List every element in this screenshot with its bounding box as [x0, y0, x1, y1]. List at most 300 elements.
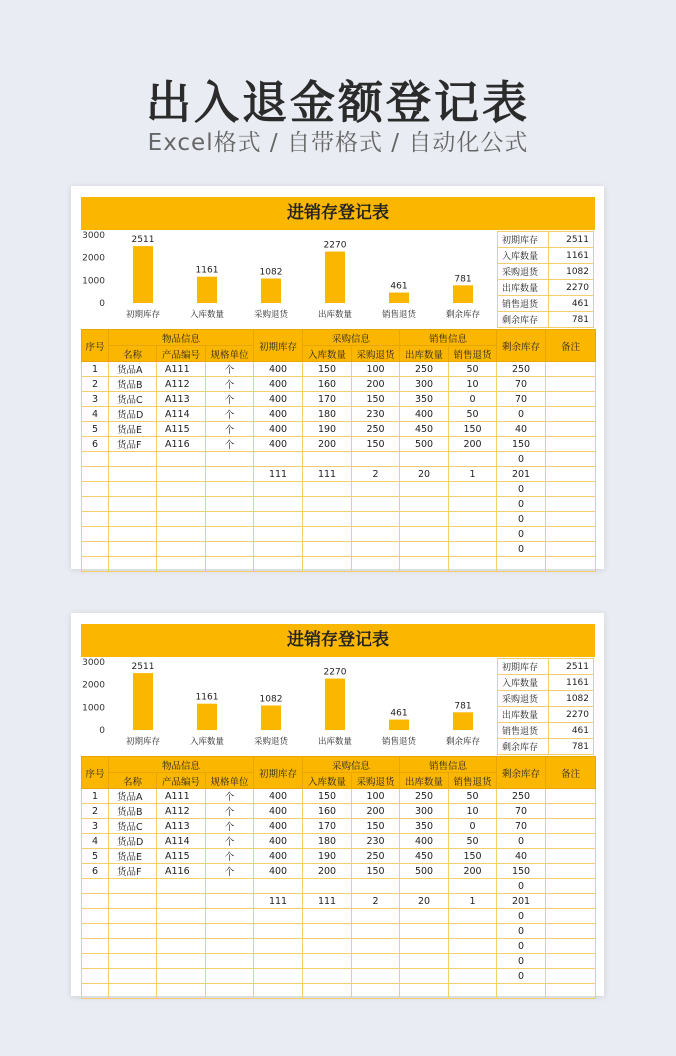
table-cell[interactable] — [157, 482, 206, 497]
table-cell[interactable] — [352, 984, 400, 999]
table-cell[interactable] — [497, 984, 546, 999]
table-cell[interactable] — [546, 909, 596, 924]
table-cell[interactable]: 111 — [254, 467, 303, 482]
table-cell[interactable] — [449, 909, 497, 924]
table-cell[interactable]: 20 — [400, 894, 449, 909]
table-cell[interactable] — [157, 527, 206, 542]
table-cell[interactable]: 170 — [303, 392, 352, 407]
table-cell[interactable]: 70 — [497, 804, 546, 819]
table-cell[interactable]: 350 — [400, 819, 449, 834]
table-cell[interactable] — [400, 879, 449, 894]
table-cell[interactable]: 201 — [497, 467, 546, 482]
table-cell[interactable]: 201 — [497, 894, 546, 909]
summary-value[interactable]: 1082 — [549, 691, 594, 707]
table-cell[interactable] — [546, 362, 596, 377]
table-cell[interactable] — [546, 407, 596, 422]
table-cell[interactable]: 2 — [82, 377, 109, 392]
table-cell[interactable]: 200 — [352, 377, 400, 392]
table-cell[interactable] — [157, 939, 206, 954]
table-cell[interactable]: 400 — [400, 834, 449, 849]
table-cell[interactable] — [254, 512, 303, 527]
table-cell[interactable]: 货品B — [109, 377, 157, 392]
summary-value[interactable]: 2511 — [549, 659, 594, 675]
table-cell[interactable] — [82, 482, 109, 497]
table-cell[interactable]: 个 — [206, 377, 254, 392]
table-cell[interactable] — [546, 527, 596, 542]
table-cell[interactable] — [157, 954, 206, 969]
table-cell[interactable] — [157, 969, 206, 984]
summary-value[interactable]: 461 — [549, 296, 594, 312]
table-cell[interactable]: 0 — [497, 512, 546, 527]
table-cell[interactable] — [303, 512, 352, 527]
table-cell[interactable] — [206, 894, 254, 909]
table-cell[interactable] — [449, 969, 497, 984]
table-cell[interactable] — [400, 512, 449, 527]
table-cell[interactable] — [254, 557, 303, 572]
table-cell[interactable]: 400 — [254, 407, 303, 422]
table-cell[interactable] — [449, 924, 497, 939]
table-cell[interactable]: 500 — [400, 437, 449, 452]
table-cell[interactable]: 230 — [352, 407, 400, 422]
table-cell[interactable]: 0 — [497, 497, 546, 512]
table-cell[interactable]: 个 — [206, 804, 254, 819]
table-cell[interactable]: 0 — [449, 392, 497, 407]
table-cell[interactable] — [254, 497, 303, 512]
table-cell[interactable] — [109, 909, 157, 924]
summary-value[interactable]: 781 — [549, 739, 594, 755]
table-cell[interactable] — [303, 984, 352, 999]
table-cell[interactable] — [82, 497, 109, 512]
table-cell[interactable]: 0 — [497, 452, 546, 467]
table-cell[interactable] — [449, 984, 497, 999]
table-cell[interactable] — [449, 542, 497, 557]
table-cell[interactable] — [352, 452, 400, 467]
table-cell[interactable]: 400 — [254, 377, 303, 392]
table-cell[interactable] — [352, 954, 400, 969]
table-cell[interactable] — [303, 969, 352, 984]
table-cell[interactable] — [206, 954, 254, 969]
table-cell[interactable]: A113 — [157, 392, 206, 407]
table-cell[interactable]: 个 — [206, 422, 254, 437]
summary-value[interactable]: 1161 — [549, 675, 594, 691]
table-cell[interactable] — [82, 542, 109, 557]
table-cell[interactable]: 40 — [497, 422, 546, 437]
table-cell[interactable] — [157, 497, 206, 512]
table-cell[interactable]: 400 — [254, 422, 303, 437]
summary-value[interactable]: 2511 — [549, 232, 594, 248]
table-cell[interactable] — [254, 452, 303, 467]
table-cell[interactable]: 300 — [400, 804, 449, 819]
table-cell[interactable]: 230 — [352, 834, 400, 849]
table-cell[interactable]: A116 — [157, 864, 206, 879]
table-cell[interactable] — [546, 452, 596, 467]
table-cell[interactable] — [109, 512, 157, 527]
table-cell[interactable] — [546, 864, 596, 879]
summary-value[interactable]: 2270 — [549, 707, 594, 723]
table-cell[interactable] — [206, 984, 254, 999]
table-cell[interactable]: 250 — [352, 849, 400, 864]
table-cell[interactable]: 0 — [497, 542, 546, 557]
table-cell[interactable]: 50 — [449, 789, 497, 804]
table-cell[interactable] — [206, 909, 254, 924]
table-cell[interactable] — [546, 924, 596, 939]
table-cell[interactable]: 400 — [254, 362, 303, 377]
table-cell[interactable]: 400 — [254, 392, 303, 407]
table-cell[interactable]: 6 — [82, 864, 109, 879]
table-cell[interactable]: 40 — [497, 849, 546, 864]
table-cell[interactable] — [206, 527, 254, 542]
table-cell[interactable]: 111 — [254, 894, 303, 909]
table-cell[interactable] — [546, 512, 596, 527]
table-cell[interactable] — [82, 467, 109, 482]
table-cell[interactable] — [157, 879, 206, 894]
table-cell[interactable] — [546, 377, 596, 392]
table-cell[interactable] — [109, 482, 157, 497]
table-cell[interactable]: 货品D — [109, 834, 157, 849]
table-cell[interactable] — [303, 497, 352, 512]
table-cell[interactable]: 250 — [497, 362, 546, 377]
table-cell[interactable] — [449, 557, 497, 572]
table-cell[interactable] — [352, 497, 400, 512]
table-cell[interactable] — [546, 984, 596, 999]
table-cell[interactable] — [254, 527, 303, 542]
table-cell[interactable] — [303, 557, 352, 572]
table-cell[interactable] — [449, 879, 497, 894]
table-cell[interactable] — [157, 984, 206, 999]
table-cell[interactable] — [400, 984, 449, 999]
table-cell[interactable]: 200 — [449, 437, 497, 452]
table-cell[interactable] — [546, 422, 596, 437]
table-cell[interactable]: 250 — [400, 789, 449, 804]
table-cell[interactable] — [82, 557, 109, 572]
table-cell[interactable] — [254, 939, 303, 954]
table-cell[interactable]: 170 — [303, 819, 352, 834]
table-cell[interactable] — [157, 557, 206, 572]
table-cell[interactable] — [546, 879, 596, 894]
table-cell[interactable]: 400 — [254, 864, 303, 879]
table-cell[interactable]: 50 — [449, 407, 497, 422]
summary-value[interactable]: 2270 — [549, 280, 594, 296]
table-cell[interactable]: 4 — [82, 834, 109, 849]
table-cell[interactable] — [206, 497, 254, 512]
table-cell[interactable]: 50 — [449, 834, 497, 849]
table-cell[interactable] — [157, 452, 206, 467]
table-cell[interactable]: 450 — [400, 422, 449, 437]
table-cell[interactable]: A111 — [157, 362, 206, 377]
table-cell[interactable] — [109, 452, 157, 467]
table-cell[interactable]: 350 — [400, 392, 449, 407]
table-cell[interactable] — [206, 969, 254, 984]
table-cell[interactable] — [449, 497, 497, 512]
table-cell[interactable]: 150 — [352, 437, 400, 452]
table-cell[interactable] — [546, 804, 596, 819]
table-cell[interactable] — [303, 909, 352, 924]
table-cell[interactable] — [157, 924, 206, 939]
table-cell[interactable] — [82, 452, 109, 467]
table-cell[interactable]: 250 — [352, 422, 400, 437]
table-cell[interactable] — [546, 894, 596, 909]
table-cell[interactable]: 400 — [254, 819, 303, 834]
table-cell[interactable] — [352, 909, 400, 924]
table-cell[interactable]: 2 — [352, 467, 400, 482]
table-cell[interactable] — [206, 452, 254, 467]
table-cell[interactable]: 1 — [82, 789, 109, 804]
table-cell[interactable]: 70 — [497, 819, 546, 834]
table-cell[interactable]: 货品A — [109, 362, 157, 377]
table-cell[interactable] — [546, 542, 596, 557]
table-cell[interactable]: 150 — [303, 789, 352, 804]
table-cell[interactable] — [109, 557, 157, 572]
table-cell[interactable] — [546, 969, 596, 984]
table-cell[interactable]: 190 — [303, 422, 352, 437]
table-cell[interactable] — [109, 497, 157, 512]
table-cell[interactable]: 70 — [497, 377, 546, 392]
table-cell[interactable] — [352, 969, 400, 984]
table-cell[interactable] — [109, 939, 157, 954]
table-cell[interactable] — [352, 939, 400, 954]
table-cell[interactable] — [303, 527, 352, 542]
table-cell[interactable]: 2 — [82, 804, 109, 819]
table-cell[interactable]: A114 — [157, 834, 206, 849]
table-cell[interactable]: 180 — [303, 407, 352, 422]
table-cell[interactable] — [206, 512, 254, 527]
table-cell[interactable]: 0 — [497, 407, 546, 422]
table-cell[interactable] — [157, 542, 206, 557]
table-cell[interactable] — [400, 954, 449, 969]
table-cell[interactable]: 100 — [352, 789, 400, 804]
table-cell[interactable]: 150 — [497, 864, 546, 879]
table-cell[interactable] — [546, 834, 596, 849]
table-cell[interactable] — [206, 542, 254, 557]
table-cell[interactable] — [352, 512, 400, 527]
table-cell[interactable]: 1 — [82, 362, 109, 377]
table-cell[interactable] — [546, 482, 596, 497]
table-cell[interactable]: 111 — [303, 894, 352, 909]
table-cell[interactable]: 0 — [497, 909, 546, 924]
table-cell[interactable] — [157, 512, 206, 527]
table-cell[interactable] — [254, 909, 303, 924]
table-cell[interactable]: 10 — [449, 804, 497, 819]
table-cell[interactable]: 3 — [82, 819, 109, 834]
table-cell[interactable]: 货品A — [109, 789, 157, 804]
table-cell[interactable] — [206, 939, 254, 954]
table-cell[interactable]: 150 — [352, 864, 400, 879]
table-cell[interactable] — [546, 497, 596, 512]
table-cell[interactable]: 货品C — [109, 819, 157, 834]
table-cell[interactable]: 6 — [82, 437, 109, 452]
table-cell[interactable] — [352, 482, 400, 497]
table-cell[interactable]: 个 — [206, 437, 254, 452]
table-cell[interactable]: 50 — [449, 362, 497, 377]
table-cell[interactable]: 400 — [254, 834, 303, 849]
table-cell[interactable] — [109, 894, 157, 909]
table-cell[interactable]: 0 — [497, 834, 546, 849]
table-cell[interactable]: 货品E — [109, 422, 157, 437]
table-cell[interactable] — [400, 909, 449, 924]
table-cell[interactable] — [82, 894, 109, 909]
table-cell[interactable] — [109, 954, 157, 969]
table-cell[interactable] — [82, 969, 109, 984]
table-cell[interactable]: 0 — [497, 527, 546, 542]
table-cell[interactable] — [303, 452, 352, 467]
table-cell[interactable] — [352, 557, 400, 572]
table-cell[interactable] — [109, 467, 157, 482]
table-cell[interactable]: A116 — [157, 437, 206, 452]
table-cell[interactable] — [449, 452, 497, 467]
table-cell[interactable]: 250 — [497, 789, 546, 804]
table-cell[interactable]: 0 — [449, 819, 497, 834]
table-cell[interactable]: 货品D — [109, 407, 157, 422]
table-cell[interactable]: 150 — [497, 437, 546, 452]
table-cell[interactable] — [206, 482, 254, 497]
table-cell[interactable] — [400, 557, 449, 572]
table-cell[interactable] — [109, 542, 157, 557]
table-cell[interactable] — [254, 924, 303, 939]
summary-value[interactable]: 1082 — [549, 264, 594, 280]
table-cell[interactable] — [546, 789, 596, 804]
table-cell[interactable] — [546, 819, 596, 834]
table-cell[interactable]: 150 — [352, 392, 400, 407]
table-cell[interactable] — [303, 954, 352, 969]
table-cell[interactable]: 100 — [352, 362, 400, 377]
table-cell[interactable] — [303, 924, 352, 939]
table-cell[interactable]: 个 — [206, 819, 254, 834]
table-cell[interactable] — [449, 512, 497, 527]
table-cell[interactable]: 1 — [449, 894, 497, 909]
table-cell[interactable]: A115 — [157, 849, 206, 864]
table-cell[interactable]: 2 — [352, 894, 400, 909]
table-cell[interactable]: 200 — [303, 437, 352, 452]
table-cell[interactable]: 货品F — [109, 864, 157, 879]
table-cell[interactable]: 150 — [449, 422, 497, 437]
table-cell[interactable] — [254, 482, 303, 497]
table-cell[interactable] — [206, 879, 254, 894]
table-cell[interactable]: 160 — [303, 377, 352, 392]
table-cell[interactable] — [82, 939, 109, 954]
table-cell[interactable] — [157, 467, 206, 482]
table-cell[interactable]: A114 — [157, 407, 206, 422]
table-cell[interactable]: 200 — [303, 864, 352, 879]
table-cell[interactable]: 400 — [254, 804, 303, 819]
table-cell[interactable] — [546, 849, 596, 864]
table-cell[interactable] — [254, 879, 303, 894]
table-cell[interactable] — [254, 984, 303, 999]
table-cell[interactable]: 0 — [497, 924, 546, 939]
table-cell[interactable] — [303, 542, 352, 557]
table-cell[interactable] — [303, 939, 352, 954]
table-cell[interactable]: 4 — [82, 407, 109, 422]
table-cell[interactable] — [400, 452, 449, 467]
summary-value[interactable]: 1161 — [549, 248, 594, 264]
table-cell[interactable]: 货品F — [109, 437, 157, 452]
table-cell[interactable]: A113 — [157, 819, 206, 834]
table-cell[interactable] — [449, 482, 497, 497]
table-cell[interactable]: 个 — [206, 392, 254, 407]
table-cell[interactable]: 0 — [497, 482, 546, 497]
table-cell[interactable] — [303, 482, 352, 497]
table-cell[interactable]: 个 — [206, 407, 254, 422]
table-cell[interactable]: 400 — [254, 849, 303, 864]
table-cell[interactable] — [546, 437, 596, 452]
table-cell[interactable]: 150 — [303, 362, 352, 377]
table-cell[interactable]: 200 — [352, 804, 400, 819]
table-cell[interactable] — [82, 909, 109, 924]
table-cell[interactable]: A115 — [157, 422, 206, 437]
table-cell[interactable] — [206, 924, 254, 939]
table-cell[interactable] — [400, 969, 449, 984]
table-cell[interactable]: 10 — [449, 377, 497, 392]
table-cell[interactable]: 400 — [400, 407, 449, 422]
table-cell[interactable]: 3 — [82, 392, 109, 407]
table-cell[interactable] — [352, 879, 400, 894]
table-cell[interactable] — [254, 954, 303, 969]
table-cell[interactable]: 400 — [254, 789, 303, 804]
table-cell[interactable]: 160 — [303, 804, 352, 819]
table-cell[interactable] — [449, 954, 497, 969]
table-cell[interactable]: 250 — [400, 362, 449, 377]
table-cell[interactable]: 5 — [82, 422, 109, 437]
table-cell[interactable] — [449, 527, 497, 542]
table-cell[interactable]: A112 — [157, 377, 206, 392]
table-cell[interactable] — [546, 557, 596, 572]
table-cell[interactable] — [157, 894, 206, 909]
table-cell[interactable]: A112 — [157, 804, 206, 819]
table-cell[interactable]: 5 — [82, 849, 109, 864]
table-cell[interactable]: 0 — [497, 954, 546, 969]
table-cell[interactable] — [497, 557, 546, 572]
table-cell[interactable] — [82, 984, 109, 999]
summary-value[interactable]: 781 — [549, 312, 594, 328]
table-cell[interactable] — [157, 909, 206, 924]
table-cell[interactable]: 1 — [449, 467, 497, 482]
table-cell[interactable] — [352, 527, 400, 542]
table-cell[interactable]: 0 — [497, 969, 546, 984]
table-cell[interactable] — [303, 879, 352, 894]
table-cell[interactable]: 0 — [497, 939, 546, 954]
table-cell[interactable]: 111 — [303, 467, 352, 482]
summary-value[interactable]: 461 — [549, 723, 594, 739]
table-cell[interactable] — [109, 527, 157, 542]
table-cell[interactable]: 0 — [497, 879, 546, 894]
table-cell[interactable] — [352, 542, 400, 557]
table-cell[interactable] — [400, 924, 449, 939]
table-cell[interactable]: 300 — [400, 377, 449, 392]
table-cell[interactable]: 70 — [497, 392, 546, 407]
table-cell[interactable]: 400 — [254, 437, 303, 452]
table-cell[interactable] — [254, 969, 303, 984]
table-cell[interactable]: 500 — [400, 864, 449, 879]
table-cell[interactable]: 200 — [449, 864, 497, 879]
table-cell[interactable] — [109, 924, 157, 939]
table-cell[interactable] — [109, 969, 157, 984]
table-cell[interactable]: 个 — [206, 834, 254, 849]
table-cell[interactable]: 190 — [303, 849, 352, 864]
table-cell[interactable] — [206, 467, 254, 482]
table-cell[interactable] — [400, 497, 449, 512]
table-cell[interactable] — [400, 527, 449, 542]
table-cell[interactable]: 150 — [352, 819, 400, 834]
table-cell[interactable]: 货品E — [109, 849, 157, 864]
table-cell[interactable]: 20 — [400, 467, 449, 482]
table-cell[interactable] — [546, 954, 596, 969]
table-cell[interactable] — [546, 939, 596, 954]
table-cell[interactable] — [400, 542, 449, 557]
table-cell[interactable] — [206, 557, 254, 572]
table-cell[interactable] — [109, 879, 157, 894]
table-cell[interactable]: 450 — [400, 849, 449, 864]
table-cell[interactable]: 180 — [303, 834, 352, 849]
table-cell[interactable]: 个 — [206, 362, 254, 377]
